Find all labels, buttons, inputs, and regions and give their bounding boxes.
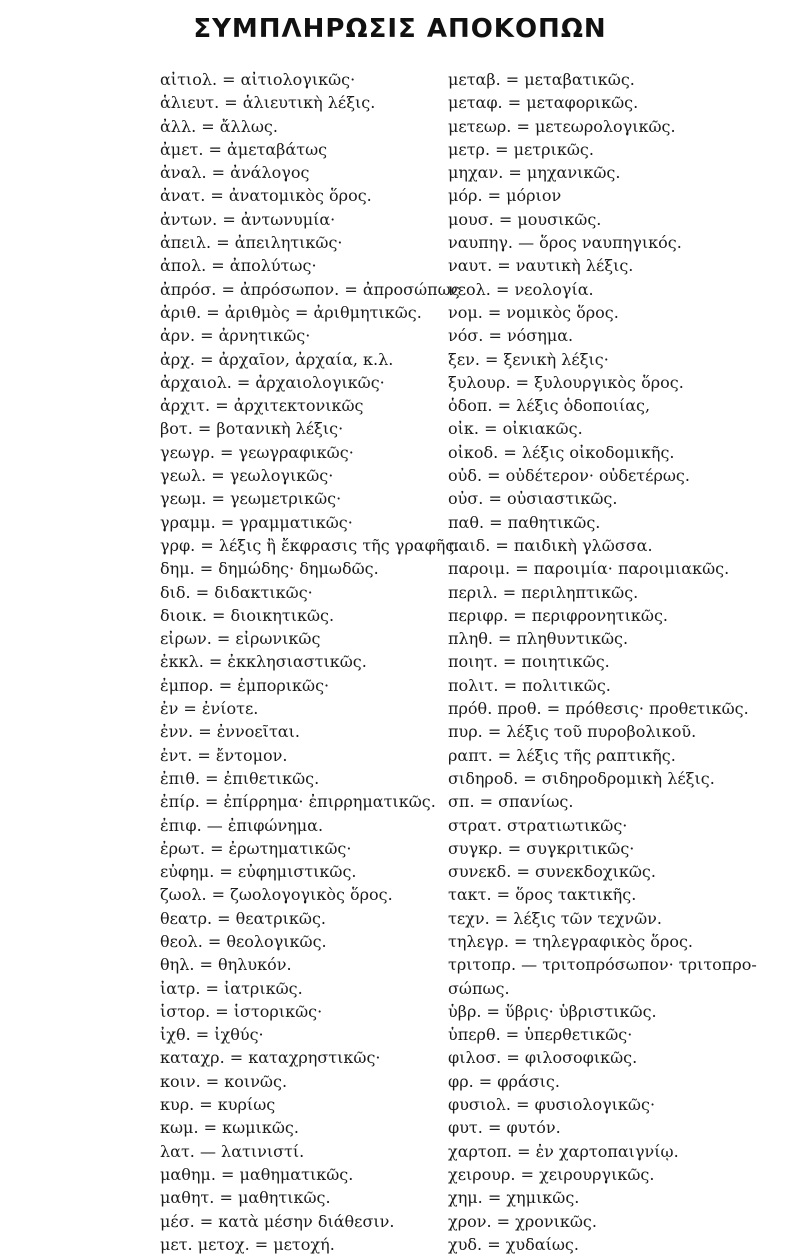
abbreviation-entry: ραπτ. = λέξις τῆς ραπτικῆς. xyxy=(448,745,676,765)
abbreviation-entry: διοικ. = διοικητικῶς. xyxy=(160,605,335,625)
abbreviation-entry: ἐρωτ. = ἐρωτηματικῶς· xyxy=(160,838,352,858)
abbreviation-entry: γεωμ. = γεωμετρικῶς· xyxy=(160,489,342,509)
abbreviation-entry: ξεν. = ξενικὴ λέξις· xyxy=(448,349,609,369)
abbreviation-entry: ὁδοπ. = λέξις ὁδοποιίας, xyxy=(448,396,651,416)
abbreviation-entry: χημ. = χημικῶς. xyxy=(448,1188,580,1208)
abbreviation-entry: μηχαν. = μηχανικῶς. xyxy=(448,163,621,183)
abbreviation-entry: παθ. = παθητικῶς. xyxy=(448,512,601,532)
abbreviation-entry: περιφρ. = περιφρονητικῶς. xyxy=(448,605,669,625)
abbreviation-entry: ἐντ. = ἔντομον. xyxy=(160,745,288,765)
abbreviation-entry: νομ. = νομικὸς ὅρος. xyxy=(448,302,619,322)
abbreviation-entry: πληθ. = πληθυντικῶς. xyxy=(448,629,629,649)
abbreviation-entry: ἀριθ. = ἀριθμὸς = ἀριθμητικῶς. xyxy=(160,302,422,322)
abbreviation-entry: ἀρχιτ. = ἀρχιτεκτονικῶς xyxy=(160,396,364,416)
abbreviation-entry: νεολ. = νεολογία. xyxy=(448,279,594,299)
abbreviation-entry: εὐφημ. = εὐφημιστικῶς. xyxy=(160,862,357,882)
abbreviation-entry: ἀνατ. = ἀνατομικὸς ὅρος. xyxy=(160,186,372,206)
page-title: ΣΥΜΠΛΗΡΩΣΙΣ ΑΠΟΚΟΠΩΝ xyxy=(193,14,607,44)
abbreviation-entry: ἐπίρ. = ἐπίρρημα· ἐπιρρηματικῶς. xyxy=(160,792,436,812)
abbreviation-entry: οἰκοδ. = λέξις οἰκοδομικῆς. xyxy=(448,442,675,462)
abbreviation-entry: ἀναλ. = ἀνάλογος xyxy=(160,163,310,183)
abbreviation-entry: νόσ. = νόσημα. xyxy=(448,326,574,346)
abbreviation-entry: ἁλιευτ. = ἁλιευτικὴ λέξις. xyxy=(160,93,376,113)
abbreviation-entry: ὑβρ. = ὕβρις· ὑβριστικῶς. xyxy=(448,1001,657,1021)
abbreviation-entry: γραμμ. = γραμματικῶς· xyxy=(160,512,353,532)
abbreviation-entry: κοιν. = κοινῶς. xyxy=(160,1071,288,1091)
abbreviation-entry: φιλοσ. = φιλοσοφικῶς. xyxy=(448,1048,638,1068)
abbreviation-entry: συνεκδ. = συνεκδοχικῶς. xyxy=(448,862,656,882)
abbreviation-entry: ἀμετ. = ἀμεταβάτως xyxy=(160,139,328,159)
abbreviation-entry: φρ. = φράσις. xyxy=(448,1071,560,1091)
abbreviation-entry: ἰατρ. = ἰατρικῶς. xyxy=(160,978,303,998)
abbreviation-entry: θηλ. = θηλυκόν. xyxy=(160,955,292,975)
abbreviation-entry: πολιτ. = πολιτικῶς. xyxy=(448,675,611,695)
abbreviation-entry: οὐσ. = οὐσιαστικῶς. xyxy=(448,489,618,509)
abbreviation-entry: περιλ. = περιληπτικῶς. xyxy=(448,582,639,602)
abbreviation-entry: οὐδ. = οὐδέτερον· οὐδετέρως. xyxy=(448,466,690,486)
abbreviation-entry: ἰχθ. = ἰχθύς· xyxy=(160,1025,264,1045)
abbreviation-entry: ἀλλ. = ἄλλως. xyxy=(160,116,278,136)
abbreviation-entry: ἀπρόσ. = ἀπρόσωπον. = ἀπροσώπως xyxy=(160,279,460,299)
abbreviation-entry: ζωολ. = ζωολογογικὸς ὅρος. xyxy=(160,885,393,905)
abbreviation-entry: ἐν = ἐνίοτε. xyxy=(160,699,259,719)
abbreviation-entry: μετρ. = μετρικῶς. xyxy=(448,139,594,159)
abbreviation-entry: ἐπιφ. — ἐπιφώνημα. xyxy=(160,815,324,835)
abbreviation-entry: γεωγρ. = γεωγραφικῶς· xyxy=(160,442,354,462)
abbreviation-entry: μεταβ. = μεταβατικῶς. xyxy=(448,70,635,89)
abbreviation-entry: δημ. = δημώδης· δημωδῶς. xyxy=(160,559,379,579)
abbreviation-entry: μετ. μετοχ. = μετοχή. xyxy=(160,1234,335,1254)
abbreviation-entry: σώπως. xyxy=(448,978,510,998)
abbreviation-entry: θεατρ. = θεατρικῶς. xyxy=(160,908,326,928)
abbreviations-right-column xyxy=(448,68,778,1256)
abbreviation-entry: τεχν. = λέξις τῶν τεχνῶν. xyxy=(448,908,662,928)
abbreviation-entry: σπ. = σπανίως. xyxy=(448,792,574,812)
abbreviation-entry: ἱστορ. = ἱστορικῶς· xyxy=(160,1001,323,1021)
abbreviation-entry: πυρ. = λέξις τοῦ πυροβολικοῦ. xyxy=(448,722,697,742)
abbreviation-entry: παιδ. = παιδικὴ γλῶσσα. xyxy=(448,535,653,555)
abbreviation-entry: τηλεγρ. = τηλεγραφικὸς ὅρος. xyxy=(448,931,694,951)
abbreviation-entry: αἰτιολ. = αἰτιολογικῶς· xyxy=(160,70,356,89)
abbreviation-entry: ἐκκλ. = ἐκκλησιαστικῶς. xyxy=(160,652,367,672)
abbreviation-entry: συγκρ. = συγκριτικῶς· xyxy=(448,838,635,858)
abbreviation-entry: ξυλουρ. = ξυλουργικὸς ὅρος. xyxy=(448,372,684,392)
abbreviation-entry: ἀπολ. = ἀπολύτως· xyxy=(160,256,317,276)
abbreviation-entry: σιδηροδ. = σιδηροδρομικὴ λέξις. xyxy=(448,768,715,788)
abbreviation-entry: μαθητ. = μαθητικῶς. xyxy=(160,1188,331,1208)
abbreviation-entry: ναυπηγ. — ὅρος ναυπηγικός. xyxy=(448,233,682,253)
abbreviation-entry: φυτ. = φυτόν. xyxy=(448,1118,561,1138)
abbreviation-entry: ἐνν. = ἐννοεῖται. xyxy=(160,722,300,742)
abbreviation-entry: μουσ. = μουσικῶς. xyxy=(448,209,602,229)
abbreviation-entry: ἀπειλ. = ἀπειλητικῶς· xyxy=(160,233,343,253)
abbreviation-entry: ποιητ. = ποιητικῶς. xyxy=(448,652,610,672)
abbreviations-left-column xyxy=(160,68,460,1256)
abbreviation-entry: φυσιολ. = φυσιολογικῶς· xyxy=(448,1095,656,1115)
abbreviation-entry: στρατ. στρατιωτικῶς· xyxy=(448,815,628,835)
abbreviation-entry: ἀντων. = ἀντωνυμία· xyxy=(160,209,336,229)
abbreviation-entry: μέσ. = κατὰ μέσην διάθεσιν. xyxy=(160,1211,395,1231)
abbreviation-entry: χειρουρ. = χειρουργικῶς. xyxy=(448,1164,655,1184)
abbreviation-entry: τριτοπρ. — τριτοπρόσωπον· τριτοπρο- xyxy=(448,955,757,975)
abbreviation-entry: κυρ. = κυρίως xyxy=(160,1095,276,1115)
abbreviation-entry: οἰκ. = οἰκιακῶς. xyxy=(448,419,583,439)
abbreviation-entry: κωμ. = κωμικῶς. xyxy=(160,1118,299,1138)
abbreviation-entry: μαθημ. = μαθηματικῶς. xyxy=(160,1164,354,1184)
abbreviation-entry: λατ. — λατινιστί. xyxy=(160,1141,305,1161)
abbreviation-entry: χυδ. = χυδαίως. xyxy=(448,1234,579,1254)
abbreviation-entry: γρφ. = λέξις ἢ ἔκφρασις τῆς γραφῆς. xyxy=(160,535,460,555)
abbreviation-entry: τακτ. = ὅρος τακτικῆς. xyxy=(448,885,637,905)
abbreviation-entry: ναυτ. = ναυτικὴ λέξις. xyxy=(448,256,634,276)
abbreviation-entry: πρόθ. προθ. = πρόθεσις· προθετικῶς. xyxy=(448,699,749,719)
abbreviation-entry: μεταφ. = μεταφορικῶς. xyxy=(448,93,639,113)
abbreviation-entry: διδ. = διδακτικῶς· xyxy=(160,582,313,602)
abbreviation-entry: εἰρων. = εἰρωνικῶς xyxy=(160,629,321,649)
abbreviation-entry: θεολ. = θεολογικῶς. xyxy=(160,931,327,951)
abbreviation-entry: γεωλ. = γεωλογικῶς· xyxy=(160,466,334,486)
abbreviation-entry: ὑπερθ. = ὑπερθετικῶς· xyxy=(448,1025,633,1045)
abbreviation-entry: βοτ. = βοτανικὴ λέξις· xyxy=(160,419,344,439)
abbreviation-entry: καταχρ. = καταχρηστικῶς· xyxy=(160,1048,381,1068)
abbreviation-entry: μετεωρ. = μετεωρολογικῶς. xyxy=(448,116,676,136)
abbreviation-entry: ἀρν. = ἀρνητικῶς· xyxy=(160,326,311,346)
abbreviation-entry: μόρ. = μόριον xyxy=(448,186,562,206)
abbreviation-entry: χαρτοπ. = ἐν χαρτοπαιγνίῳ. xyxy=(448,1141,679,1161)
abbreviation-entry: παροιμ. = παροιμία· παροιμιακῶς. xyxy=(448,559,730,579)
abbreviation-entry: ἐπιθ. = ἐπιθετικῶς. xyxy=(160,768,320,788)
abbreviation-entry: ἀρχ. = ἀρχαῖον, ἀρχαία, κ.λ. xyxy=(160,349,394,369)
abbreviation-entry: χρον. = χρονικῶς. xyxy=(448,1211,597,1231)
abbreviation-entry: ἀρχαιολ. = ἀρχαιολογικῶς· xyxy=(160,372,385,392)
abbreviation-entry: ἐμπορ. = ἐμπορικῶς· xyxy=(160,675,330,695)
